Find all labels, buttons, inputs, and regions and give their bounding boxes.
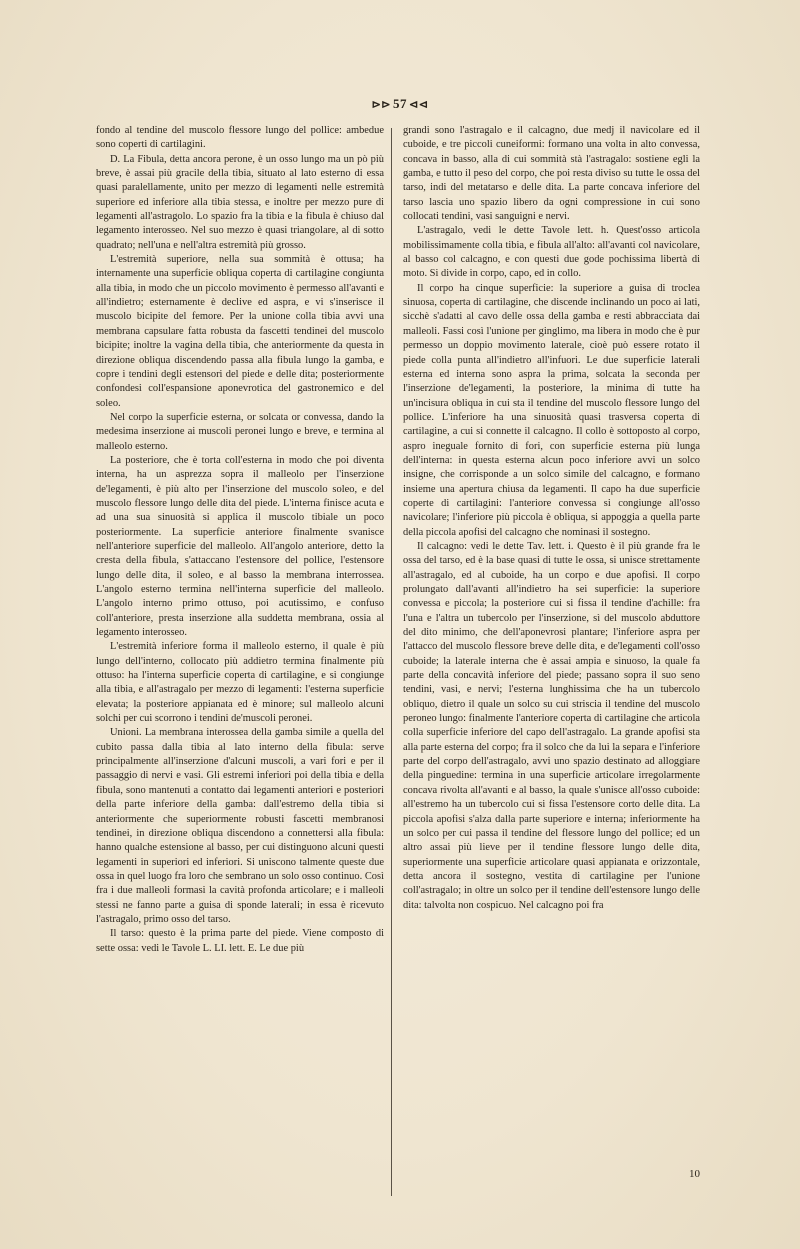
right-column — [403, 124, 700, 913]
left-ornament-icon: ⊳⊳ — [371, 99, 391, 111]
page-number: 57 — [393, 96, 407, 111]
paragraph: Nel corpo la superficie esterna, or solcata or convessa, dando la medesima inserzione ai muscoli peronei lungo e breve, e termina al malleolo esterno. — [96, 411, 384, 452]
paragraph: D. La Fibula, detta ancora perone, è un osso lungo ma un pò più breve, è assai più gracile della tibia, situato al lato esterno di essa quasi paralellamente, unito per mezzo di legamenti nelle estremità superiore ed inferiore alla tibia stessa, e inoltre per mezzo pure di legamenti all'astragolo. Lo spazio fra la tibia e la fibula è chiuso dal legamento interosseo. Nel suo mezzo è quasi triangolare, al di sotto quadrato; nell'una e nell'altra estremità più grosso. — [96, 153, 384, 251]
column-divider — [391, 128, 392, 1196]
paragraph: Unioni. La membrana interossea della gamba simile a quella del cubito passa dalla tibia al lato interno della fibula: serve principalmente all'inserzione d'alcuni muscoli, a vari fori e per il passaggio di nervi e vasi. Gli estremi inferiori poi della tibia e della fibula, sono mantenuti a contatto dai legamenti anteriori e posteriori della parte inferiore della gamba: dall'estremo della tibia si anteriormente che superiormente robusti fascetti membranosi tendinei, in direzione obliqua discendono a connettersi alla fibula: hanno qualche estensione al basso, per cui distinguono alcuni questi legamenti in superiori ed inferiori. Si uniscono talmente queste due ossa in quel luogo fra loro che sembrano un solo osso continuo. Così fra i due malleoli formasi la cavità profonda articolare; e i malleoli stessi ne fanno parte a guisa di sponde laterali; in essa è ricevuto l'astragalo, primo osso del tarso. — [96, 727, 384, 925]
right-ornament-icon: ⊲⊲ — [409, 99, 429, 111]
page-header — [0, 96, 800, 112]
signature-mark: 10 — [689, 1168, 700, 1180]
left-column — [96, 124, 384, 956]
paragraph: L'astragalo, vedi le dette Tavole lett. h. Quest'osso articola mobilissimamente colla tibia, e fibula all'alto: all'avanti col navicolare, al basso col calcagno, e con questi due gode pochissima libertà di moto. Si divide in corpo, capo, ed in collo. — [403, 225, 700, 280]
paragraph: Il tarso: questo è la prima parte del piede. Viene composto di sette ossa: vedi le Tavole L. LI. lett. E. Le due più — [96, 928, 384, 954]
paragraph: fondo al tendine del muscolo flessore lungo del pollice: ambedue sono coperti di cartilagini. — [96, 125, 384, 151]
paragraph: L'estremità inferiore forma il malleolo esterno, il quale è più lungo dell'interno, collocato più addietro termina finalmente più ottuso: ha l'interna superficie coperta di cartilagine, e si congiunge alla tibia, e all'astragalo per mezzo di legamenti: l'esterna superficie elevata; la posteriore appianata ed è minore; sul malleolo alcuni solchi per cui scorrono i tendini de'muscoli peronei. — [96, 641, 384, 725]
paragraph: Il corpo ha cinque superficie: la superiore a guisa di troclea sinuosa, coperta di cartilagine, che discende inclinando un poco ai lati, sicchè s'adatti al cavo delle ossa della gamba e resti abbracciata dai malleoli. Fassi così l'unione per ginglimo, ma libera in modo che è pur permesso un doppio movimento laterale, cioè può essere rotato il piede colla punta all'indietro all'infuori. Le due superficie laterali esterna ed interna sono aspra la prima, solcata la seconda per l'inserzione de'legamenti, la posteriore, la minima di tutte ha un'incisura obliqua in cui sta il tendine del muscolo flessore lungo del pollice. L'inferiore ha una sinuosità quasi trasversa coperta di cartilagine, a cui si connette il calcagno. Il collo è sottoposto al corpo, aspro ineguale fornito di fori, con superficie esterna più lunga dell'interna: in questa esterna alcun poco inferiore avvi un solco insigne, che corrisponde a un solco simile del calcagno, e formano insieme una apertura chiusa da legamenti. Il capo ha due superficie coperte di cartilagini: l'anteriore convessa si congiunge all'osso navicolare; l'inferiore più piccola è obliqua, si appoggia a quella parte della piccola apofisi del calcagno che nominasi il sostegno. — [403, 282, 700, 538]
paragraph: grandi sono l'astragalo e il calcagno, due medj il navicolare ed il cuboide, e tre piccoli cuneiformi: formano una volta in alto convessa, concava in basso, alla di cui sommità stà l'astragalo: sostiene egli la gamba, e tutto il peso del corpo, che poi resta diviso su tutte le ossa del tarso, indi del metatarso e delle dita. La parte concava inferiore del tarso lascia uno spazio libero da ogni compressione in cui sono collocati tendini, vasi sanguigni e nervi. — [403, 125, 700, 223]
paragraph: La posteriore, che è torta coll'esterna in modo che poi diventa interna, ha un asprezza sopra il malleolo per l'inserzione de'legamenti, è più alto per l'inserzione del muscolo soleo, e del muscolo flessore lungo delle dita del piede. L'interna finisce acuta e ad una sua sinuosità si applica il muscolo tibiale un poco posteriormente. La superficie anteriore finalmente svanisce nell'anteriore superficie del malleolo. All'angolo anteriore, detto la cresta della fibula, s'attaccano l'estensore del pollice, l'estensore lungo delle dita, il soleo, e al basso la membrana interrossea. L'angolo esterno termina nell'interna superficie del malleolo. L'angolo interno primo ottuso, poi acutissimo, e confuso coll'anteriore, presta inserzione alla suddetta membrana, ossia al legamento interosseo. — [96, 454, 384, 639]
paragraph: L'estremità superiore, nella sua sommità è ottusa; ha internamente una superficie obliqua coperta di cartilagine congiunta alla tibia, in modo che un piccolo movimento è permesso all'avanti e all'indietro; esternamente è declive ed aspra, e vi s'inserisce il muscolo bicipite del femore. Per la unione colla tibia avvi una membrana capsulare fatta robusta da fascetti tendinei del muscolo bicipite; inoltre la vagina della tibia, che anteriormente da questa in direzione obliqua discendendo passa alla fibula lungo la gamba, e copre i tendini degli estensori del piede e delle dita; posteriormente confondesi coll'espansione aponevrotica del gastronemico e del soleo. — [96, 254, 384, 409]
paragraph: Il calcagno: vedi le dette Tav. lett. i. Questo è il più grande fra le ossa del tarso, ed è la base quasi di tutte le ossa, si unisce strettamente all'astragalo, ed al cuboide, ha un corpo e due apofisi. Il corpo prolungato dall'avanti all'indietro ha sei superficie: la superiore convessa e piccola; la posteriore cui si fissa il tendine d'achille: fra l'una e l'altra un tubercolo per l'inserzione, sì del muscolo abduttore del dito minimo, che dell'aponevrosi plantare; l'inferiore aspra per l'attacco del muscolo flessore breve delle dita, e de'legamenti coll'osso cuboide; la laterale interna che è assai ampia e sinuoso, la quale fa parte della concavità inferiore del piede; passano sopra il suo seno tendini, vasi, e nervi; l'esterna lunghissima che ha un tubercolo obliquo, dietro il quale un solco su cui striscia il tendine del muscolo peroneo lungo: finalmente l'anteriore coperta di cartilagine che articola colla superficie inferiore del capo dell'astragalo. La grande apofisi sta alla parte esterna del corpo; fra il solco che da lui la separa e l'inferiore parte del corpo dell'astragalo, avvi uno spazio destinato ad alloggiare della pinguedine: termina in una superficie articolare irregolarmente concava rivolta all'avanti e al basso, la quale s'unisce all'osso cuboide: all'estremo ha un tubercolo cui si fissa l'estensore corto delle dita. La piccola apofisi s'alza dalla parte superiore e interna; inferiormente ha un solco per cui passa il tendine del flessore lungo del pollice; ed un altro assai più lieve per il tendine flessore lungo delle dita, superiormente una superficie articolare quasi appianata e orizzontale, detta ancora il sostegno, vestita di cartilagine per l'unione coll'astragalo; in oltre un solco per il tendine dell'estensore lungo delle dita: talvolta non cospicuo. Nel calcagno poi fra — [403, 540, 700, 911]
